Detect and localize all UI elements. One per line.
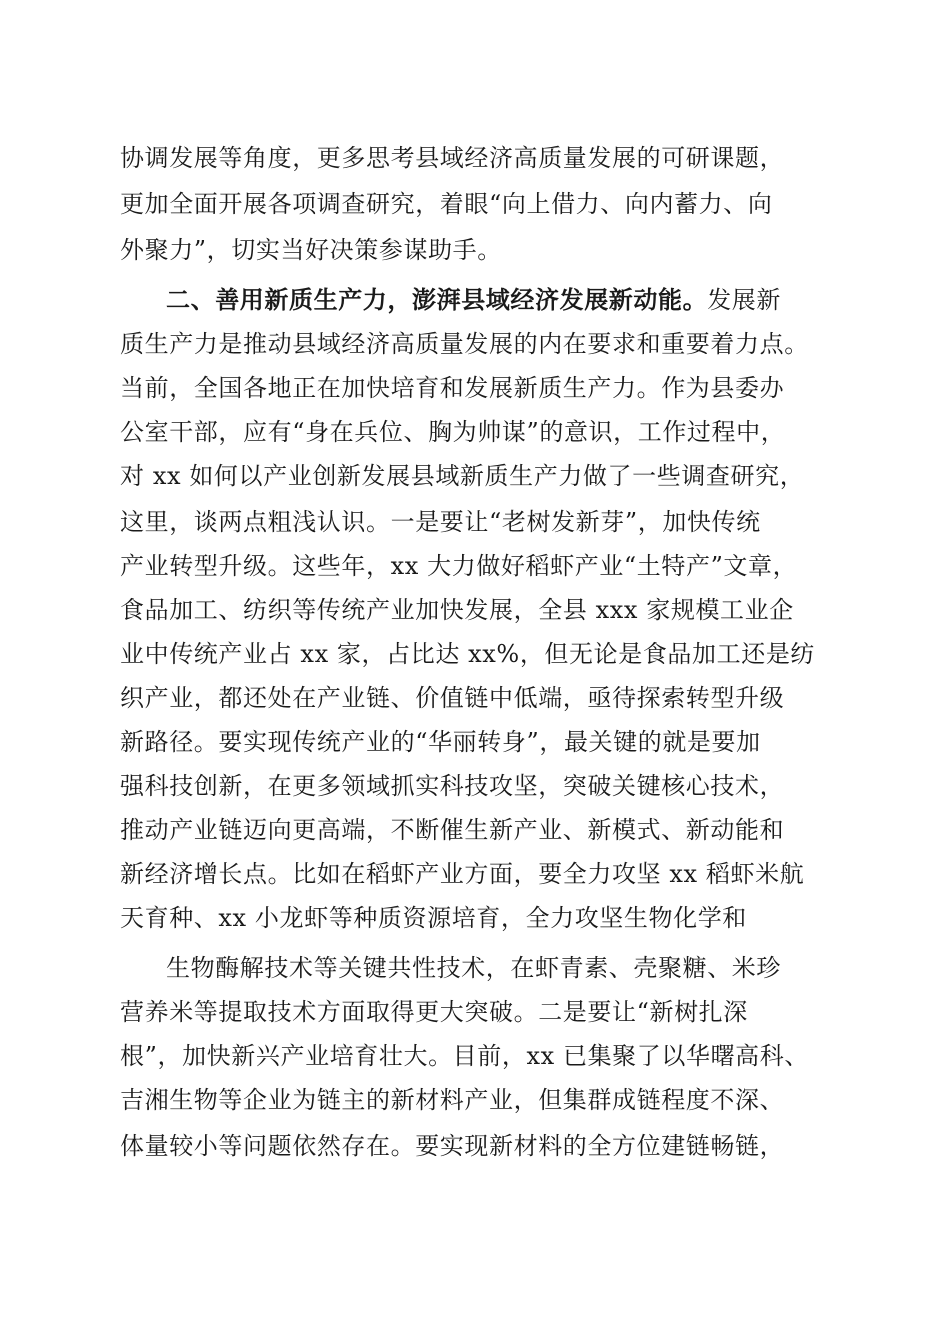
- section-heading: 二、善用新质生产力，澎湃县域经济发展新动能。: [166, 285, 708, 314]
- text-line-21: 根”，加快新兴产业培育壮大。目前，xx 已集聚了以华曙高科、: [120, 1042, 809, 1070]
- text-line-3: 外聚力”，切实当好决策参谋助手。: [120, 236, 502, 264]
- text-line-17: 新经济增长点。比如在稻虾产业方面，要全力攻坚 xx 稻虾米航: [120, 860, 805, 888]
- text-line-13: 织产业，都还处在产业链、价值链中低端，亟待探索转型升级: [120, 684, 785, 712]
- text-line-10: 产业转型升级。这些年，xx 大力做好稻虾产业“土特产”文章，: [120, 552, 798, 580]
- text-line-11: 食品加工、纺织等传统产业加快发展，全县 xxx 家规模工业企: [120, 596, 794, 624]
- section-heading-line: [166, 278, 781, 322]
- text-line-22: 吉湘生物等企业为链主的新材料产业，但集群成链程度不深、: [120, 1086, 785, 1114]
- text-line-9: 这里，谈两点粗浅认识。一是要让“老树发新芽”，加快传统: [120, 508, 761, 536]
- text-line-20: 营养米等提取技术方面取得更大突破。二是要让“新树扎深: [120, 998, 748, 1026]
- text-line-8: 对 xx 如何以产业创新发展县域新质生产力做了一些调查研究，: [120, 462, 805, 490]
- text-line-7: 公室干部，应有“身在兵位、胸为帅谋”的意识，工作过程中，: [120, 418, 786, 446]
- text-line-12: 业中传统产业占 xx 家，占比达 xx%，但无论是食品加工还是纺: [120, 640, 816, 668]
- text-line-14: 新路径。要实现传统产业的“华丽转身”，最关键的就是要加: [120, 728, 761, 756]
- text-line-1: 协调发展等角度，更多思考县域经济高质量发展的可研课题，: [120, 144, 785, 172]
- text-line-5: 质生产力是推动县域经济高质量发展的内在要求和重要着力点。: [120, 330, 809, 358]
- text-line-16: 推动产业链迈向更高端，不断催生新产业、新模式、新动能和: [120, 816, 785, 844]
- text-line-15: 强科技创新，在更多领域抓实科技攻坚，突破关键核心技术，: [120, 772, 785, 800]
- text-line-6: 当前，全国各地正在加快培育和发展新质生产力。作为县委办: [120, 374, 785, 402]
- text-line-2: 更加全面开展各项调查研究，着眼“向上借力、向内蓄力、向: [120, 190, 773, 218]
- text-line-19: 生物酶解技术等关键共性技术，在虾青素、壳聚糖、米珍: [166, 954, 781, 982]
- section-heading-continuation: 发展新: [707, 286, 782, 314]
- text-line-18: 天育种、xx 小龙虾等种质资源培育，全力攻坚生物化学和: [120, 904, 747, 932]
- text-line-23: 体量较小等问题依然存在。要实现新材料的全方位建链畅链，: [120, 1132, 785, 1160]
